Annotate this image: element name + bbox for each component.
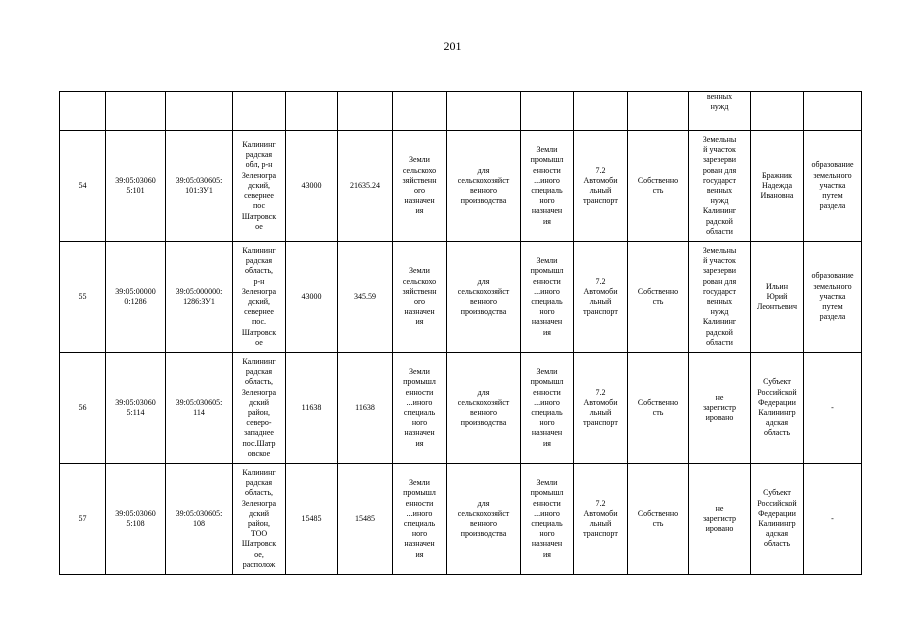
cell-action: - xyxy=(804,353,862,464)
continuation-row xyxy=(60,92,862,131)
cell-use: для сельскохозяйст венного производства xyxy=(447,131,521,242)
cell-cat-to: Земли промышл енности ...иного специаль ного назначен ия xyxy=(521,353,574,464)
cell-purpose: 7.2 Автомоби льный транспорт xyxy=(574,242,628,353)
cell-num: 56 xyxy=(60,353,106,464)
cell-addr: Калининг радская область, Зеленогра дский район, северо- западнее пос.Шатр овское xyxy=(233,353,286,464)
cell-cat-from: Земли промышл енности ...иного специаль ного назначен ия xyxy=(393,464,447,575)
cell-new-cad: 39:05:000000: 1286:ЗУ1 xyxy=(166,242,233,353)
cell-cad: 39:05:00000 0:1286 xyxy=(106,242,166,353)
cell-cat-to: Земли промышл енности ...иного специаль ного назначен ия xyxy=(521,464,574,575)
cell-owner xyxy=(751,92,804,131)
cell-value: 345.59 xyxy=(338,242,393,353)
page-number: 201 xyxy=(443,39,462,53)
cell-addr: Калининг радская область, р-н Зеленогра дский, севернее пос. Шатровск ое xyxy=(233,242,286,353)
cell-purpose: 7.2 Автомоби льный транспорт xyxy=(574,353,628,464)
cell-action xyxy=(804,92,862,131)
cell-cat-to: Земли промышл енности ...иного специаль ного назначен ия xyxy=(521,242,574,353)
cell-cad: 39:05:03060 5:101 xyxy=(106,131,166,242)
cell-area xyxy=(286,92,338,131)
cell-addr: Калининг радская обл, р-н Зеленогра дский, севернее пос Шатровск ое xyxy=(233,131,286,242)
cell-right xyxy=(628,92,689,131)
cell-use xyxy=(447,92,521,131)
table-row xyxy=(60,464,862,575)
table-row xyxy=(60,353,862,464)
cell-value: 11638 xyxy=(338,353,393,464)
cell-cad: 39:05:03060 5:114 xyxy=(106,353,166,464)
cell-cat-to xyxy=(521,92,574,131)
cell-cad: 39:05:03060 5:108 xyxy=(106,464,166,575)
cell-area: 43000 xyxy=(286,131,338,242)
cell-area: 43000 xyxy=(286,242,338,353)
table-row xyxy=(60,131,862,242)
cell-use: для сельскохозяйст венного производства xyxy=(447,353,521,464)
cell-right: Собственно сть xyxy=(628,464,689,575)
cell-new-cad xyxy=(166,92,233,131)
cell-new-cad: 39:05:030605: 108 xyxy=(166,464,233,575)
cell-purpose xyxy=(574,92,628,131)
cell-value: 15485 xyxy=(338,464,393,575)
cell-right: Собственно сть xyxy=(628,131,689,242)
cell-cat-from: Земли сельскохо зяйственн ого назначен ия xyxy=(393,242,447,353)
cell-num: 57 xyxy=(60,464,106,575)
cell-right: Собственно сть xyxy=(628,242,689,353)
cell-owner: Субъект Российской Федерации Калинингр адская область xyxy=(751,464,804,575)
cell-note: венных нужд xyxy=(689,92,751,131)
cell-note: не зарегистр ировано xyxy=(689,353,751,464)
cell-note: Земельны й участок зарезерви рован для государст венных нужд Калининг радской области xyxy=(689,242,751,353)
cell-note: не зарегистр ировано xyxy=(689,464,751,575)
cell-right: Собственно сть xyxy=(628,353,689,464)
cell-addr xyxy=(233,92,286,131)
land-plots-table xyxy=(59,91,862,575)
cell-use: для сельскохозяйст венного производства xyxy=(447,464,521,575)
cell-purpose: 7.2 Автомоби льный транспорт xyxy=(574,464,628,575)
cell-use: для сельскохозяйст венного производства xyxy=(447,242,521,353)
cell-new-cad: 39:05:030605: 114 xyxy=(166,353,233,464)
cell-value: 21635.24 xyxy=(338,131,393,242)
cell-action: образование земельного участка путем раздела xyxy=(804,242,862,353)
cell-owner: Бражник Надежда Ивановна xyxy=(751,131,804,242)
cell-owner: Ильин Юрий Леонтьевич xyxy=(751,242,804,353)
cell-cat-to: Земли промышл енности ...иного специаль ного назначен ия xyxy=(521,131,574,242)
cell-num: 55 xyxy=(60,242,106,353)
cell-action: образование земельного участка путем раздела xyxy=(804,131,862,242)
cell-num: 54 xyxy=(60,131,106,242)
cell-cat-from: Земли сельскохо зяйственн ого назначен ия xyxy=(393,131,447,242)
cell-purpose: 7.2 Автомоби льный транспорт xyxy=(574,131,628,242)
cell-cad xyxy=(106,92,166,131)
cell-new-cad: 39:05:030605: 101:ЗУ1 xyxy=(166,131,233,242)
cell-note: Земельны й участок зарезерви рован для государст венных нужд Калининг радской области xyxy=(689,131,751,242)
table-row xyxy=(60,242,862,353)
cell-area: 15485 xyxy=(286,464,338,575)
cell-action: - xyxy=(804,464,862,575)
cell-value xyxy=(338,92,393,131)
cell-cat-from xyxy=(393,92,447,131)
cell-owner: Субъект Российской Федерации Калинингр адская область xyxy=(751,353,804,464)
cell-area: 11638 xyxy=(286,353,338,464)
table-body xyxy=(60,92,862,575)
cell-num xyxy=(60,92,106,131)
cell-addr: Калининг радская область, Зеленогра дский район, ТОО Шатровск ое, располож xyxy=(233,464,286,575)
cell-cat-from: Земли промышл енности ...иного специаль ного назначен ия xyxy=(393,353,447,464)
